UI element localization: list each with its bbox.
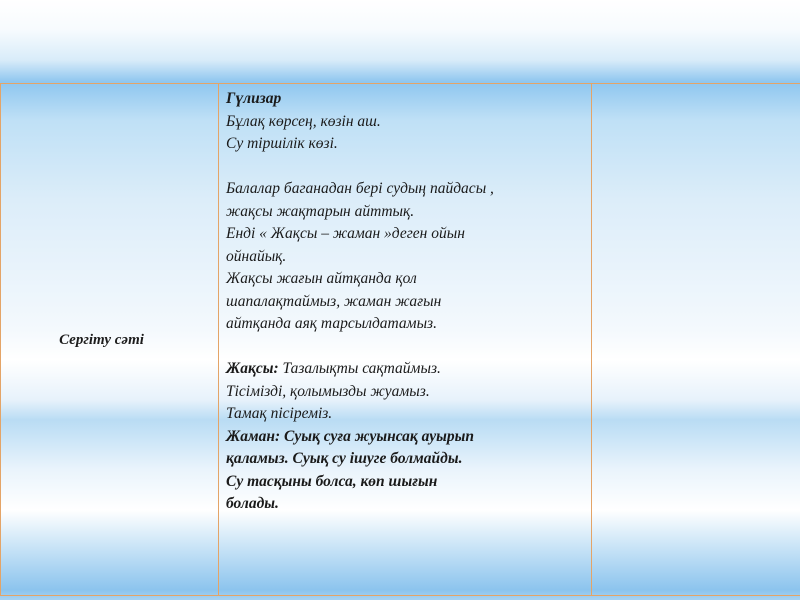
activity-table <box>0 83 800 596</box>
table-row <box>1 84 800 596</box>
bad-line: болады. <box>226 495 279 512</box>
cell-content <box>219 84 591 516</box>
intro-line: жақсы жақтарын айттық. <box>226 202 415 220</box>
intro-line: шапалақтаймыз, жаман жағын <box>226 292 442 310</box>
poem-line: Бұлақ көрсең, көзін аш. <box>226 112 381 130</box>
bad-line: қаламыз. Суық су ішуге болмайды. <box>226 450 463 467</box>
good-line: Тамақ пісіреміз. <box>226 405 333 422</box>
intro-line: Жақсы жағын айтқанда қол <box>226 270 417 287</box>
intro-line: айтқанда аяқ тарсылдатамыз. <box>226 315 437 332</box>
bad-line: Су тасқыны болса, көп шығын <box>226 472 438 490</box>
intro-line: Балалар баганадан бері судың пайдасы , <box>226 180 494 197</box>
content-cell <box>219 84 592 596</box>
row-label: Сергіту сәті <box>59 331 144 348</box>
author-name: Гүлизар <box>226 90 282 107</box>
row-label-cell <box>1 84 219 596</box>
bad-line: Жаман: Суық суға жуынсақ ауырып <box>226 427 474 445</box>
good-line <box>226 358 583 381</box>
good-label: Жақсы: <box>226 360 279 377</box>
intro-line: Енді « Жақсы – жаман »деген ойын <box>226 225 465 242</box>
empty-cell <box>592 84 800 596</box>
intro-line: ойнайық. <box>226 247 287 265</box>
good-text: Тазалықты сақтаймыз. <box>278 360 441 377</box>
poem-line: Су тіршілік көзі. <box>226 135 338 152</box>
good-line: Тісімізді, қолымызды жуамыз. <box>226 382 430 400</box>
